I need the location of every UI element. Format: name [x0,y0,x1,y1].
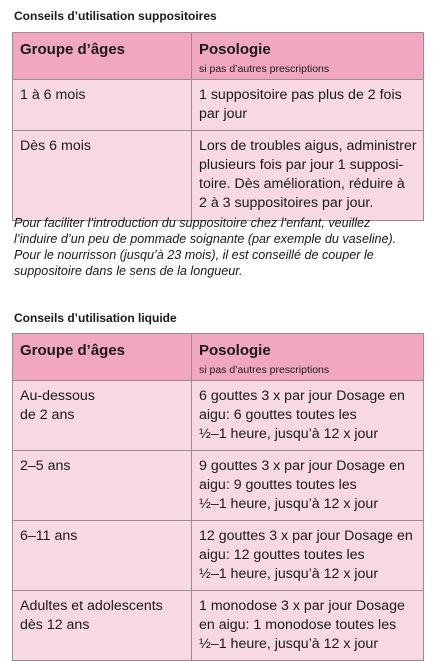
suppository-dosage-table [12,32,424,221]
dose-line: ½–1 heure, jusqu’à 12 x jour [199,636,379,652]
table-header-row [13,334,424,381]
dose-cell [192,80,424,131]
table-row [13,451,424,521]
posology-header [192,33,424,80]
age-line: Au-dessous [20,388,95,404]
table-row [13,381,424,451]
age-line: 6–11 ans [20,528,78,544]
dose-cell [192,521,424,591]
table-row [13,521,424,591]
dose-line: 6 gouttes 3 x par jour Dosage en [199,388,405,404]
posology-header [192,334,424,381]
dose-line: 1 suppositoire pas plus de 2 fois [199,87,402,103]
suppository-section-title: Conseils d’utilisation suppositoires [14,9,217,23]
dose-line: aigu: 12 gouttes toutes les [199,547,365,563]
age-group-header [13,334,192,381]
dose-line: par jour [199,106,248,122]
posology-header-subtitle: si pas d’autres prescriptions [199,364,330,376]
age-text: Dès 6 mois [20,138,91,154]
age-line: de 2 ans [20,407,75,423]
age-cell [13,80,192,131]
dose-line: Lors de troubles aigus, administrer [199,138,417,154]
age-line: 2–5 ans [20,458,71,474]
posology-header-label: Posologie [199,342,271,359]
age-group-header [13,33,192,80]
age-text: 1 à 6 mois [20,87,86,103]
dose-line: plusieurs fois par jour 1 supposi- [199,157,404,173]
table-row [13,80,424,131]
dose-line: aigu: 6 gouttes toutes les [199,407,357,423]
note-line: Pour faciliter l’introduction du suppositoire chez l’enfant, veuillez [14,216,371,230]
dose-cell [192,451,424,521]
dose-line: ½–1 heure, jusqu’à 12 x jour [199,566,379,582]
dose-line: 2 à 3 suppositoires par jour. [199,195,374,211]
table-row [13,591,424,661]
liquid-dosage-table [12,333,424,661]
dose-line: ½–1 heure, jusqu’à 12 x jour [199,426,379,442]
suppository-usage-note [14,215,424,279]
posology-header-label: Posologie [199,41,271,58]
age-group-header-label: Groupe d’âges [20,41,126,58]
age-cell [13,381,192,451]
dose-line: ½–1 heure, jusqu’à 12 x jour [199,496,379,512]
table-header-row [13,33,424,80]
age-cell [13,521,192,591]
table-row [13,131,424,221]
age-line: Adultes et adolescents [20,598,163,614]
note-line: l’induire d’un peu de pommade soignante (par exemple du vaseline). [14,232,397,246]
dose-cell [192,131,424,221]
dose-line: 12 gouttes 3 x par jour Dosage en [199,528,413,544]
age-line: dès 12 ans [20,617,90,633]
liquid-section-title: Conseils d’utilisation liquide [14,311,177,325]
note-line: Pour le nourrisson (jusqu’à 23 mois), il est conseillé de couper le [14,248,374,262]
dose-line: 9 gouttes 3 x par jour Dosage en [199,458,405,474]
dose-line: aigu: 9 gouttes toutes les [199,477,357,493]
age-group-header-label: Groupe d’âges [20,342,126,359]
posology-header-subtitle: si pas d’autres prescriptions [199,63,330,75]
age-cell [13,451,192,521]
dose-line: en aigu: 1 monodose toutes les [199,617,397,633]
age-cell [13,131,192,221]
dose-line: toire. Dès amélioration, réduire à [199,176,405,192]
age-cell [13,591,192,661]
note-line: suppositoire dans le sens de la longueur. [14,264,243,278]
dose-cell [192,591,424,661]
dose-cell [192,381,424,451]
dose-line: 1 monodose 3 x par jour Dosage [199,598,405,614]
